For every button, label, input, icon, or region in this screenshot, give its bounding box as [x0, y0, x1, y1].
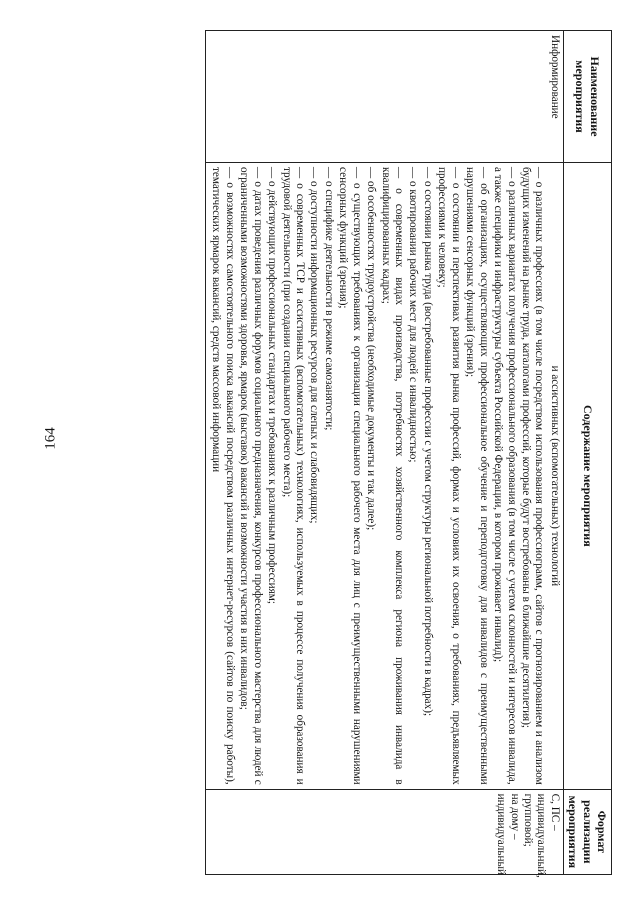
content-item: — о различных вариантах получения профессионального образования (в том числе с учетом склонностей и интересов инвалида, а также специфики и инфраструктуры субъекта Российской Федерации, в котором проживает инвалид);	[492, 167, 518, 785]
format-line: групповой;	[521, 793, 534, 847]
format-line: индивидуальный	[495, 793, 508, 875]
format-line: С, ПС –	[548, 793, 561, 831]
content-item: — о специфике деятельности в режиме самозанятости;	[322, 167, 335, 431]
content-item: — о доступности информационных ресурсов для слепых и слабовидящих;	[308, 167, 321, 524]
content-item: — о современных ТСР и ассистивных (вспомогательных) технологиях, используемых в процессе получения образования и трудовой деятельности (при создании специального рабочего места);	[280, 167, 306, 785]
continuation-line: и ассистивных (вспомогательных) технологий	[548, 365, 561, 587]
page-number: 164	[42, 427, 59, 450]
table-row	[205, 31, 563, 875]
rotated-sheet	[67, 30, 612, 878]
content-item: — о состоянии рынка труда (востребованные профессии с учетом структуры региональной потребности в кадрах);	[421, 167, 434, 717]
format-lines	[494, 793, 561, 878]
header-name: Наименование мероприятия	[563, 31, 611, 163]
format-line: на дому –	[508, 793, 521, 840]
header-content: Содержание мероприятия	[563, 163, 611, 790]
content-items	[209, 167, 546, 785]
content-item: — о квотировании рабочих мест для людей с инвалидностью;	[407, 167, 420, 463]
cell-content	[205, 163, 563, 790]
content-item: — о действующих профессиональных стандартах и требованиях к различным профессиям;	[266, 167, 279, 604]
content-item: — о датах проведения различных форумов социального предназначения, конкурсов профессионального мастерства для людей с ограниченными возможностями здоровья, ярмарок (выставок) вакансий и возможности участия в них инвалидов;	[238, 167, 264, 785]
content-item: — об особенностях трудоустройства (необходимые документы и так далее);	[365, 167, 378, 531]
cell-format	[205, 789, 563, 878]
content-item: — о различных профессиях (в том числе посредством использования профессиограмм, сайтов с прогнозированием и анализом будущих изменений на рынке труда, каталогами профессий, которые будут востребованы в ближайшие десятилетия);	[519, 167, 546, 785]
content-item: — о возможностях самостоятельного поиска вакансий посредством различных интернет-ресурсов (сайтов по поиску работы), тематических ярмарок вакансий, средств массовой информации	[210, 167, 236, 785]
measures-table	[205, 30, 612, 878]
format-line: индивидуальный,	[535, 793, 548, 878]
content-item: — об организациях, осуществляющих профессиональное обучение и переподготовку для инвалидов с преимущественными нарушениями сенсорных функций (зрения);	[464, 167, 490, 785]
table-header-row	[563, 31, 611, 875]
content-item: — о современных видах производства, потребностях хозяйственного комплекса региона проживания инвалида в квалифицированных кадрах;	[379, 167, 406, 785]
content-item: — о существующих требованиях к организации специального рабочего места для лиц с преимущественными нарушениями сенсорных функций (зрения);	[337, 167, 363, 785]
header-format: Формат реализации мероприятия	[563, 789, 611, 874]
content-item: — о состоянии и перспективах развития рынка профессий, формах и условиях их освоения, о требованиях, предъявляемых профессиями к человеку;	[436, 167, 462, 785]
cell-name: Информирование	[205, 31, 563, 163]
